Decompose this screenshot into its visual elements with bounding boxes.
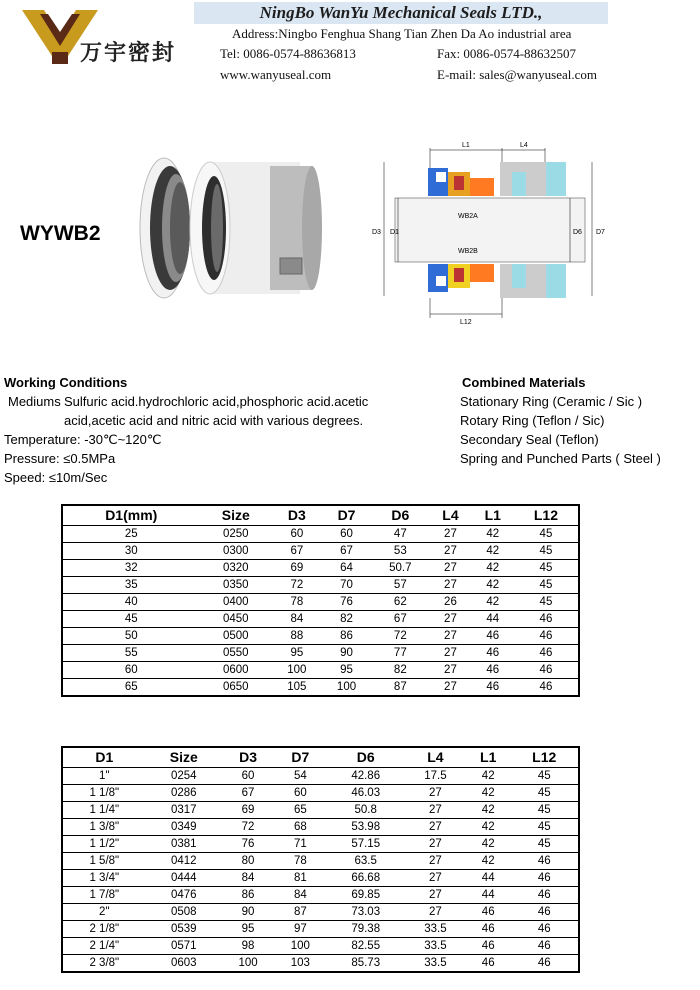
table-cell: 62: [371, 594, 429, 611]
table-cell: 69: [222, 802, 274, 819]
table-cell: 33.5: [405, 938, 466, 955]
table-cell: 2 3/8": [62, 955, 146, 973]
table-cell: 95: [322, 662, 372, 679]
table-row: [62, 904, 579, 921]
table-cell: 54: [274, 768, 326, 785]
table-cell: 73.03: [326, 904, 404, 921]
table-cell: 78: [272, 594, 322, 611]
table-cell: 42.86: [326, 768, 404, 785]
table-cell: 46: [514, 662, 579, 679]
logo-text: 万宇密封: [80, 41, 177, 66]
table-cell: 67: [272, 543, 322, 560]
inch-size-table: [61, 746, 580, 973]
table-cell: 64: [322, 560, 372, 577]
table-cell: 0508: [146, 904, 222, 921]
table-cell: 42: [466, 819, 511, 836]
table-cell: 46: [514, 628, 579, 645]
table-cell: 81: [274, 870, 326, 887]
table-cell: 44: [466, 870, 511, 887]
table-row: [62, 802, 579, 819]
table-row: [62, 870, 579, 887]
table-cell: 60: [222, 768, 274, 785]
table-cell: 46: [514, 645, 579, 662]
table-row: [62, 938, 579, 955]
table-cell: 42: [472, 560, 514, 577]
table-row: [62, 679, 579, 697]
table-cell: 63.5: [326, 853, 404, 870]
table-cell: 0250: [200, 526, 273, 543]
table-cell: 25: [62, 526, 200, 543]
table-cell: 98: [222, 938, 274, 955]
address: Address:Ningbo Fenghua Shang Tian Zhen Da Ao industrial area: [232, 26, 572, 41]
table-row: [62, 543, 579, 560]
table-cell: 60: [274, 785, 326, 802]
table-row: [62, 526, 579, 543]
table-cell: 46: [514, 611, 579, 628]
table-cell: 0603: [146, 955, 222, 973]
table-cell: 1 5/8": [62, 853, 146, 870]
mediums-label: Mediums: [8, 394, 61, 409]
table-cell: 2 1/8": [62, 921, 146, 938]
table-cell: 67: [222, 785, 274, 802]
mediums-text-2: acid,acetic acid and nitric acid with various degrees.: [64, 413, 364, 428]
table-row: [62, 819, 579, 836]
table-row: [62, 560, 579, 577]
website-link[interactable]: www.wanyuseal.com: [220, 67, 332, 82]
column-header: L12: [514, 505, 579, 526]
table-row: [62, 628, 579, 645]
table-cell: 72: [272, 577, 322, 594]
table-cell: 27: [429, 577, 471, 594]
table-cell: 70: [322, 577, 372, 594]
table-row: [62, 611, 579, 628]
table-cell: 45: [510, 785, 579, 802]
table-cell: 27: [405, 819, 466, 836]
column-header: L4: [405, 747, 466, 768]
dim-d7: D7: [596, 229, 605, 236]
table-cell: 82: [371, 662, 429, 679]
table-cell: 46: [472, 679, 514, 697]
table-cell: 90: [222, 904, 274, 921]
table-cell: 46: [472, 662, 514, 679]
product-model: WYWB2: [20, 222, 101, 245]
email-link[interactable]: E-mail: sales@wanyuseal.com: [437, 67, 597, 82]
table-cell: 50: [62, 628, 200, 645]
table-cell: 84: [272, 611, 322, 628]
table-cell: 57.15: [326, 836, 404, 853]
table-cell: 46: [510, 955, 579, 973]
table-cell: 46: [510, 904, 579, 921]
table-cell: 46: [510, 938, 579, 955]
table-cell: 45: [514, 560, 579, 577]
table-cell: 27: [429, 679, 471, 697]
table-cell: 60: [62, 662, 200, 679]
table-cell: 69: [272, 560, 322, 577]
table-cell: 35: [62, 577, 200, 594]
column-header: L1: [472, 505, 514, 526]
table-cell: 42: [466, 853, 511, 870]
pressure: Pressure: ≤0.5MPa: [4, 451, 116, 466]
table-cell: 0349: [146, 819, 222, 836]
table-cell: 79.38: [326, 921, 404, 938]
table-cell: 85.73: [326, 955, 404, 973]
table-cell: 100: [222, 955, 274, 973]
table-cell: 45: [514, 543, 579, 560]
table-cell: 45: [514, 577, 579, 594]
column-header: D3: [272, 505, 322, 526]
table-cell: 1 1/2": [62, 836, 146, 853]
table-cell: 46: [510, 887, 579, 904]
table-cell: 87: [371, 679, 429, 697]
label-wb2a: WB2A: [458, 213, 478, 220]
column-header: D6: [371, 505, 429, 526]
table-cell: 88: [272, 628, 322, 645]
table-row: [62, 853, 579, 870]
material-item: Stationary Ring (Ceramic / Sic ): [460, 394, 643, 409]
table-cell: 50.7: [371, 560, 429, 577]
table-cell: 45: [510, 768, 579, 785]
table-cell: 26: [429, 594, 471, 611]
table-cell: 100: [322, 679, 372, 697]
table-row: [62, 645, 579, 662]
table-cell: 82.55: [326, 938, 404, 955]
table-row: [62, 577, 579, 594]
table-cell: 72: [222, 819, 274, 836]
table-cell: 46: [466, 921, 511, 938]
table-cell: 47: [371, 526, 429, 543]
label-wb2b: WB2B: [458, 248, 478, 255]
table-cell: 33.5: [405, 921, 466, 938]
company-name: NingBo WanYu Mechanical Seals LTD.,: [259, 3, 543, 22]
table-cell: 17.5: [405, 768, 466, 785]
table-cell: 27: [405, 870, 466, 887]
table-cell: 66.68: [326, 870, 404, 887]
table-cell: 0300: [200, 543, 273, 560]
table-row: [62, 785, 579, 802]
table-cell: 42: [472, 526, 514, 543]
table-cell: 42: [466, 836, 511, 853]
table-cell: 42: [466, 802, 511, 819]
table-cell: 42: [472, 543, 514, 560]
table-row: [62, 836, 579, 853]
table-cell: 60: [322, 526, 372, 543]
table-cell: 0320: [200, 560, 273, 577]
table-cell: 100: [274, 938, 326, 955]
table-cell: 33.5: [405, 955, 466, 973]
table-cell: 46: [466, 955, 511, 973]
dim-l12: L12: [460, 319, 472, 326]
table-cell: 27: [429, 560, 471, 577]
table-cell: 53: [371, 543, 429, 560]
material-item: Secondary Seal (Teflon): [460, 432, 599, 447]
table-cell: 1 1/4": [62, 802, 146, 819]
table-cell: 69.85: [326, 887, 404, 904]
table-cell: 27: [405, 887, 466, 904]
table-cell: 45: [510, 802, 579, 819]
table-cell: 45: [510, 836, 579, 853]
dim-l1: L1: [462, 142, 470, 149]
materials-title: Combined Materials: [462, 375, 586, 390]
table-cell: 103: [274, 955, 326, 973]
table-cell: 71: [274, 836, 326, 853]
table-cell: 78: [274, 853, 326, 870]
table-cell: 32: [62, 560, 200, 577]
table-cell: 76: [322, 594, 372, 611]
table-row: [62, 887, 579, 904]
column-header: D1(mm): [62, 505, 200, 526]
table-cell: 0400: [200, 594, 273, 611]
table-cell: 50.8: [326, 802, 404, 819]
table-cell: 77: [371, 645, 429, 662]
table-cell: 1 3/4": [62, 870, 146, 887]
column-header: D1: [62, 747, 146, 768]
table-cell: 40: [62, 594, 200, 611]
table-cell: 27: [405, 785, 466, 802]
table-cell: 27: [429, 611, 471, 628]
table-cell: 27: [429, 645, 471, 662]
table-cell: 0317: [146, 802, 222, 819]
table-cell: 45: [62, 611, 200, 628]
table-cell: 42: [466, 768, 511, 785]
table-cell: 42: [472, 594, 514, 611]
table-cell: 46: [472, 628, 514, 645]
column-header: D7: [322, 505, 372, 526]
table-cell: 0650: [200, 679, 273, 697]
table-cell: 0600: [200, 662, 273, 679]
table-cell: 46: [510, 870, 579, 887]
table-row: [62, 594, 579, 611]
table-cell: 0450: [200, 611, 273, 628]
column-header: L1: [466, 747, 511, 768]
table-cell: 42: [472, 577, 514, 594]
material-item: Rotary Ring (Teflon / Sic): [460, 413, 605, 428]
table-cell: 95: [222, 921, 274, 938]
table-cell: 95: [272, 645, 322, 662]
table-cell: 0500: [200, 628, 273, 645]
table-cell: 84: [274, 887, 326, 904]
table-cell: 2": [62, 904, 146, 921]
table-cell: 2 1/4": [62, 938, 146, 955]
table-cell: 0254: [146, 768, 222, 785]
table-cell: 0444: [146, 870, 222, 887]
table-header-row: [62, 747, 579, 768]
table-cell: 27: [429, 526, 471, 543]
table-cell: 1": [62, 768, 146, 785]
table-cell: 46: [466, 938, 511, 955]
table-cell: 80: [222, 853, 274, 870]
table-cell: 46: [510, 921, 579, 938]
telephone: Tel: 0086-0574-88636813: [220, 46, 356, 61]
table-cell: 1 1/8": [62, 785, 146, 802]
seal-drawing: [370, 138, 610, 328]
mediums-text-1: Sulfuric acid.hydrochloric acid,phosphoric acid.acetic: [64, 394, 369, 409]
column-header: D7: [274, 747, 326, 768]
table-cell: 0550: [200, 645, 273, 662]
table-cell: 0286: [146, 785, 222, 802]
table-row: [62, 768, 579, 785]
table-cell: 0476: [146, 887, 222, 904]
table-cell: 65: [62, 679, 200, 697]
table-cell: 46: [472, 645, 514, 662]
table-cell: 68: [274, 819, 326, 836]
table-cell: 97: [274, 921, 326, 938]
table-cell: 0412: [146, 853, 222, 870]
table-row: [62, 662, 579, 679]
column-header: D6: [326, 747, 404, 768]
column-header: L12: [510, 747, 579, 768]
table-cell: 72: [371, 628, 429, 645]
table-cell: 90: [322, 645, 372, 662]
table-cell: 27: [405, 904, 466, 921]
metric-size-table: [61, 504, 580, 697]
table-cell: 30: [62, 543, 200, 560]
table-cell: 46.03: [326, 785, 404, 802]
table-cell: 46: [510, 853, 579, 870]
working-conditions-title: Working Conditions: [4, 375, 128, 390]
dim-d3: D3: [372, 229, 381, 236]
table-cell: 57: [371, 577, 429, 594]
table-row: [62, 921, 579, 938]
table-cell: 45: [514, 594, 579, 611]
table-cell: 1 3/8": [62, 819, 146, 836]
dim-l4: L4: [520, 142, 528, 149]
table-cell: 76: [222, 836, 274, 853]
table-cell: 55: [62, 645, 200, 662]
table-cell: 60: [272, 526, 322, 543]
dim-d6: D6: [573, 229, 582, 236]
table-cell: 45: [514, 526, 579, 543]
column-header: L4: [429, 505, 471, 526]
table-cell: 100: [272, 662, 322, 679]
table-cell: 67: [371, 611, 429, 628]
table-cell: 27: [405, 802, 466, 819]
table-cell: 46: [466, 904, 511, 921]
dim-d1: D1: [390, 229, 399, 236]
table-cell: 46: [514, 679, 579, 697]
table-cell: 86: [222, 887, 274, 904]
table-cell: 42: [466, 785, 511, 802]
table-cell: 67: [322, 543, 372, 560]
temperature: Temperature: -30℃~120℃: [4, 432, 162, 447]
material-item: Spring and Punched Parts ( Steel ): [460, 451, 661, 466]
table-cell: 27: [405, 836, 466, 853]
table-cell: 82: [322, 611, 372, 628]
column-header: Size: [146, 747, 222, 768]
table-cell: 86: [322, 628, 372, 645]
column-header: Size: [200, 505, 273, 526]
table-row: [62, 955, 579, 973]
table-cell: 65: [274, 802, 326, 819]
table-cell: 0381: [146, 836, 222, 853]
fax: Fax: 0086-0574-88632507: [437, 46, 577, 61]
column-header: D3: [222, 747, 274, 768]
table-cell: 27: [405, 853, 466, 870]
table-cell: 0571: [146, 938, 222, 955]
table-cell: 87: [274, 904, 326, 921]
table-cell: 105: [272, 679, 322, 697]
table-cell: 53.98: [326, 819, 404, 836]
table-cell: 44: [466, 887, 511, 904]
table-cell: 27: [429, 628, 471, 645]
table-cell: 27: [429, 662, 471, 679]
seal-photo: [130, 148, 330, 308]
table-cell: 0350: [200, 577, 273, 594]
table-cell: 44: [472, 611, 514, 628]
table-cell: 84: [222, 870, 274, 887]
table-cell: 0539: [146, 921, 222, 938]
table-header-row: [62, 505, 579, 526]
table-cell: 1 7/8": [62, 887, 146, 904]
table-cell: 27: [429, 543, 471, 560]
table-cell: 45: [510, 819, 579, 836]
speed: Speed: ≤10m/Sec: [4, 470, 108, 485]
